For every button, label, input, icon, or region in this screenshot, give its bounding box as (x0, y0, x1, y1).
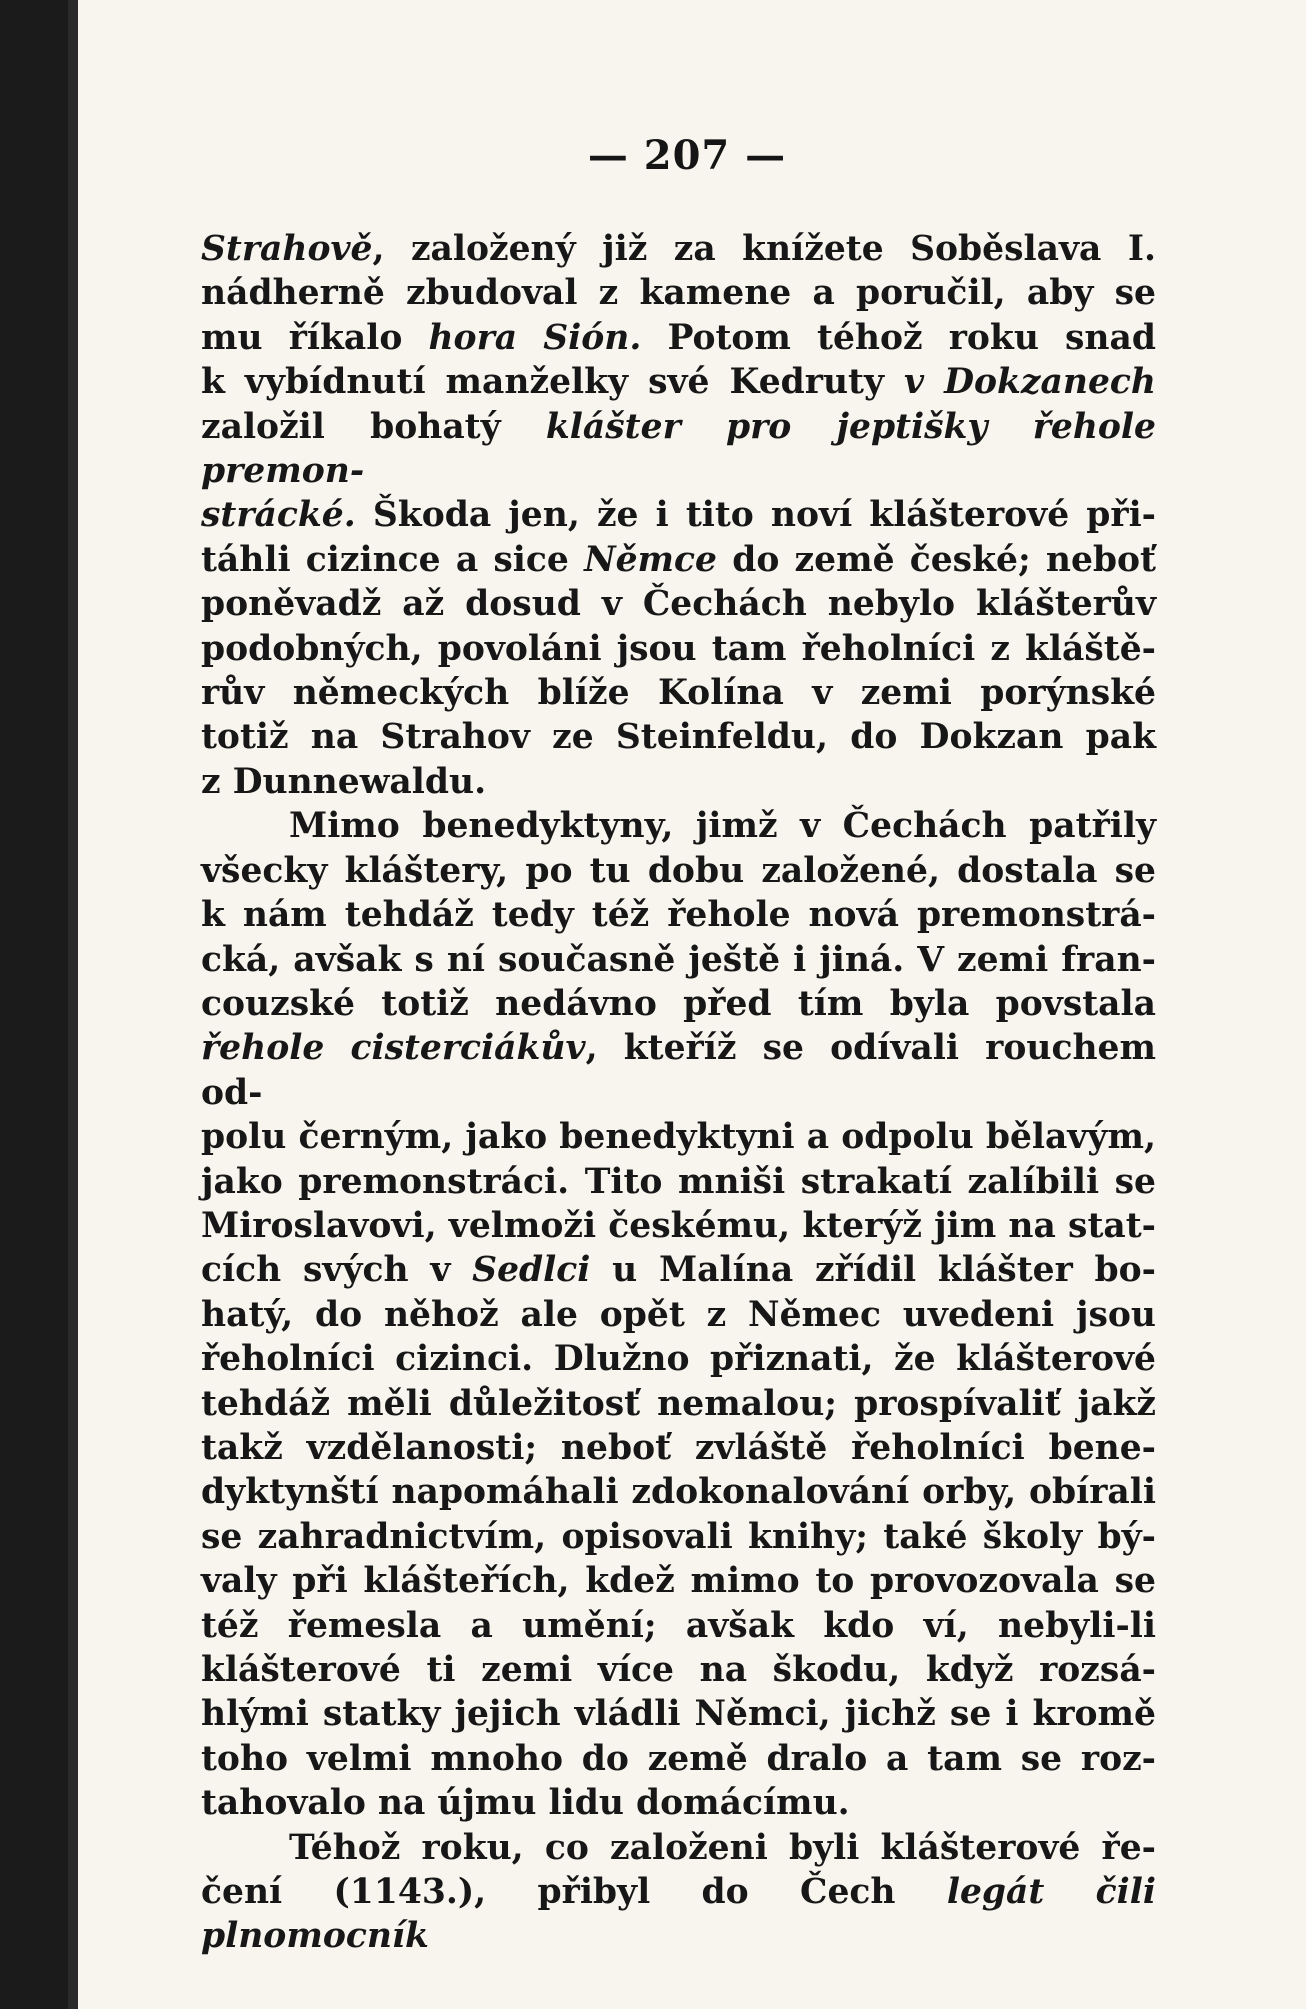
text-line (201, 849, 1156, 893)
text-line-content (289, 806, 1156, 846)
text-line-content (201, 1517, 1156, 1557)
text-line (201, 715, 1156, 759)
text-run: valy při klášteřích, kdež mimo to provozovala se (201, 1561, 1156, 1602)
text-line (201, 493, 1156, 537)
text-run: táhli cizince a sice (201, 539, 585, 580)
italic-run: legát čili plnomocník (201, 1872, 1156, 1957)
text-line (201, 982, 1156, 1026)
text-line (201, 316, 1156, 360)
text-run: , založený již za knížete Soběslava I. (372, 229, 1156, 269)
text-line (201, 1870, 1156, 1959)
text-run: dyktynští napomáhali zdokonalování orby, obírali (201, 1472, 1156, 1513)
text-line-content (201, 540, 1156, 580)
italic-run: klášter pro jeptišky řehole premon- (201, 406, 1156, 492)
text-line (201, 582, 1156, 626)
text-line (201, 1293, 1156, 1337)
text-run: k vybídnutí manželky své Kedruty (201, 362, 905, 403)
text-run: polu černým, jako benedyktyni a odpolu bělavým, (201, 1117, 1156, 1158)
text-run: čení (1143.), přibyl do Čech (201, 1872, 947, 1913)
text-line (201, 627, 1156, 671)
body-text (201, 227, 1156, 1959)
book-page (68, 0, 1306, 2009)
text-line (201, 1648, 1156, 1692)
text-line (201, 1426, 1156, 1470)
italic-run: v Dokzanech (904, 362, 1156, 403)
text-run: mu říkalo (201, 317, 429, 358)
text-line (201, 360, 1156, 404)
text-line (201, 1337, 1156, 1381)
text-run: rův německých blíže Kolína v zemi porýnské (201, 673, 1156, 714)
text-run: tehdáž měli důležitosť nemalou; prospívaliť jakž (201, 1383, 1156, 1424)
text-line-content (201, 1162, 1156, 1202)
text-line-content (201, 1206, 1156, 1246)
text-line (201, 1382, 1156, 1426)
text-line-content (201, 1028, 1156, 1112)
text-run: cích svých v (201, 1250, 473, 1291)
text-line-content (201, 1250, 1156, 1290)
text-line-content (201, 984, 1156, 1024)
text-run: založil bohatý (201, 406, 546, 447)
text-line-content (201, 1384, 1156, 1424)
text-run: hatý, do něhož ale opět z Němec uvedeni jsou (201, 1294, 1156, 1335)
text-run: , kteříž se odívali rouchem od- (201, 1028, 1156, 1113)
italic-run: Sedlci (472, 1250, 591, 1291)
text-line (201, 893, 1156, 937)
text-line (201, 1737, 1156, 1781)
text-line (201, 1692, 1156, 1736)
text-run: podobných, povoláni jsou tam řeholníci z kláště- (201, 628, 1156, 669)
text-run: hlými statky jejich vládli Němci, jichž se i kromě (201, 1694, 1156, 1735)
text-line-content (201, 1428, 1156, 1468)
text-run: Potom téhož roku snad (641, 317, 1156, 358)
text-run: klášterové ti zemi více na škodu, když rozsá- (201, 1650, 1156, 1690)
text-line (201, 271, 1156, 315)
text-run: nádherně zbudoval z kamene a poručil, aby se (201, 273, 1156, 314)
text-line-content (201, 1295, 1156, 1335)
text-run: Mimo benedyktyny, jimž v Čechách patřily (289, 806, 1156, 847)
text-line (201, 1470, 1156, 1514)
text-run: Miroslavovi, velmoži českému, kterýž jim na stat- (201, 1205, 1156, 1246)
text-run: z Dunnewaldu. (201, 761, 487, 802)
text-line (201, 1559, 1156, 1603)
text-line-content (201, 1650, 1156, 1690)
text-line (201, 760, 1156, 804)
text-run: totiž na Strahov ze Steinfeldu, do Dokzan pak (201, 717, 1156, 758)
text-line (201, 227, 1156, 271)
text-line (201, 1604, 1156, 1648)
text-line (201, 1026, 1156, 1115)
text-run: Škoda jen, že i tito noví klášterové při- (355, 495, 1156, 536)
text-line-content (201, 318, 1156, 358)
text-line-content (201, 851, 1156, 891)
text-run: u Malína zřídil klášter bo- (590, 1250, 1156, 1291)
italic-run: řehole cisterciákův (201, 1028, 586, 1069)
text-line (201, 1204, 1156, 1248)
text-line (201, 671, 1156, 715)
text-line (201, 804, 1156, 848)
text-line-content (201, 229, 1156, 269)
text-line-content (201, 1739, 1156, 1779)
text-line (201, 1248, 1156, 1292)
text-line (201, 1515, 1156, 1559)
text-run: toho velmi mnoho do země dralo a tam se roz- (201, 1738, 1156, 1779)
text-line-content (201, 1783, 850, 1823)
text-line-content (201, 495, 1156, 535)
text-run: všecky kláštery, po tu dobu založené, dostala se (201, 850, 1156, 891)
text-line (201, 538, 1156, 582)
italic-run: Němce (584, 539, 718, 580)
text-line-content (201, 940, 1156, 980)
text-run: jako premonstráci. Tito mniši strakatí zalíbili se (201, 1161, 1156, 1202)
text-line-content (201, 717, 1156, 757)
text-run: k nám tehdáž tedy též řehole nová premonstrá- (201, 895, 1156, 936)
text-line-content (201, 584, 1156, 624)
text-line-content (201, 1872, 1156, 1956)
text-line-content (201, 629, 1156, 669)
italic-run: hora Sión. (428, 317, 642, 358)
text-run: poněvadž až dosud v Čechách nebylo klášterův (201, 584, 1156, 625)
italic-run: strácké. (201, 495, 356, 536)
text-line-content (201, 1561, 1156, 1601)
text-line (201, 1115, 1156, 1159)
text-line (201, 1826, 1156, 1870)
text-run: tahovalo na újmu lidu domácímu. (201, 1783, 850, 1824)
page-number: — 207 — (587, 132, 787, 179)
text-line (201, 1781, 1156, 1825)
text-line-content (201, 1606, 1156, 1646)
text-line-content (201, 762, 486, 802)
text-run: do země české; neboť (717, 539, 1156, 580)
text-run: takž vzdělanosti; neboť zvláště řeholníci bene- (201, 1427, 1156, 1468)
text-line-content (201, 1694, 1156, 1734)
text-line-content (201, 1472, 1156, 1512)
text-run: couzské totiž nedávno před tím byla povstala (201, 983, 1156, 1024)
italic-run: Strahově (201, 229, 373, 269)
text-line-content (201, 1117, 1156, 1157)
text-line-content (201, 362, 1156, 402)
text-line-content (289, 1828, 1156, 1868)
text-line (201, 938, 1156, 982)
text-line-content (201, 1339, 1156, 1379)
text-line (201, 1160, 1156, 1204)
text-run: Téhož roku, co založeni byli klášterové ře- (289, 1827, 1156, 1868)
text-line-content (201, 895, 1156, 935)
text-run: cká, avšak s ní současně ještě i jiná. V zemi fran- (201, 939, 1156, 980)
text-run: řeholníci cizinci. Dlužno přiznati, že klášterové (201, 1339, 1156, 1380)
text-line (201, 405, 1156, 494)
text-line-content (201, 673, 1156, 713)
text-line-content (201, 407, 1156, 491)
text-run: též řemesla a umění; avšak kdo ví, nebyli-li (201, 1605, 1156, 1646)
text-run: se zahradnictvím, opisovali knihy; také školy bý- (201, 1516, 1156, 1557)
text-line-content (201, 273, 1156, 313)
